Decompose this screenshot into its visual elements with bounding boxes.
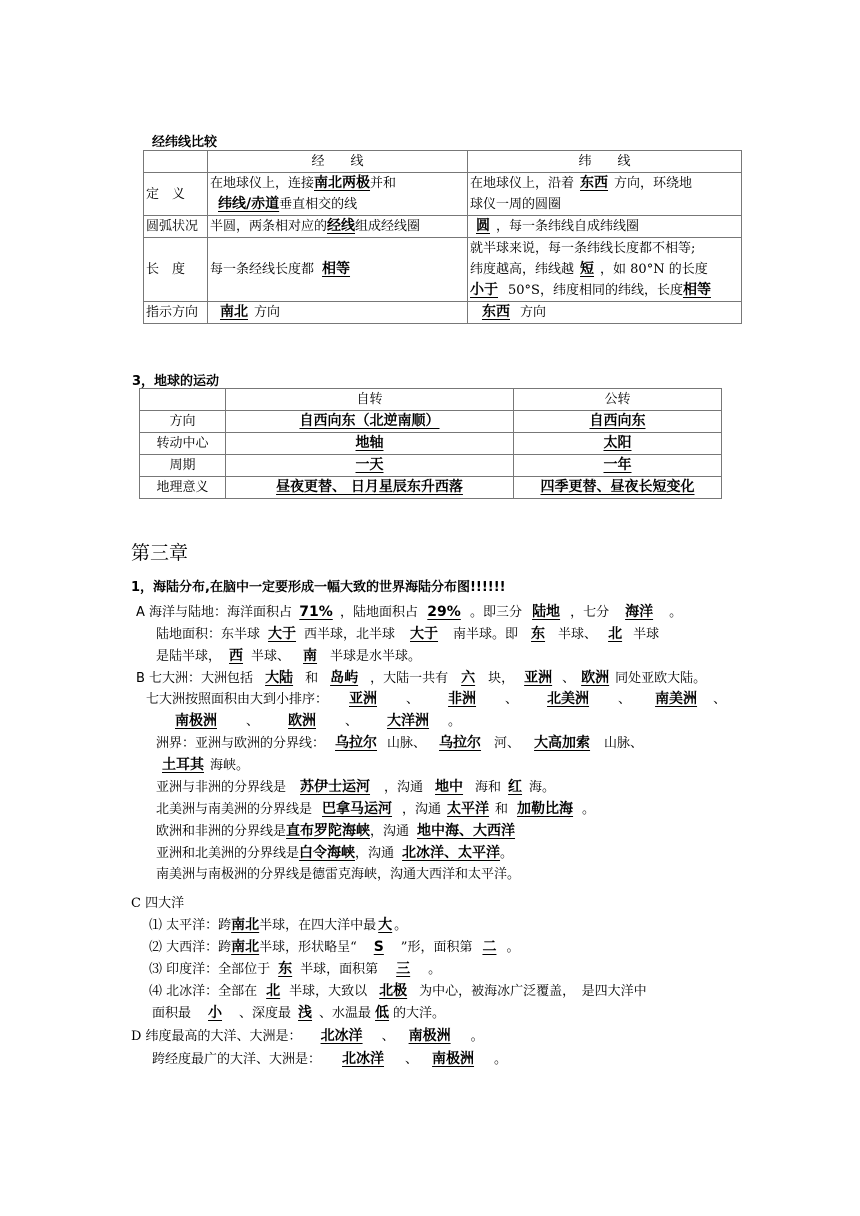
text: 组成经线圈 [355,219,421,234]
part-d-line2 [152,1048,507,1071]
text: 。 [500,846,514,861]
answer: 昼夜更替、 日月星辰东升西落 [276,479,463,495]
text: 、 [618,692,632,707]
wei-arc-cell [468,216,742,238]
wei-definition-cell [468,173,742,216]
answer: 南美洲 [655,691,698,707]
answer: 直布罗陀海峡 [286,823,371,839]
text: 半球，形状略呈“ [259,940,357,955]
answer: 东 [278,961,293,977]
text: 半球是水半球。 [330,649,422,664]
answer: 一年 [603,457,632,473]
text: B 七大洲：大洲包括 [136,671,254,686]
part-c-title: C 四大洋 [131,896,185,911]
answer: 纬线/赤道 [218,196,280,212]
answer: 北冰洋、太平洋 [402,845,501,861]
text: 球仪一周的圆圈 [470,197,562,212]
text: 。 [428,962,442,977]
answer: 地中海、大西洋 [417,823,516,839]
revolution-value [514,455,722,477]
answer: 北美洲 [547,691,590,707]
ocean-indian [149,958,441,981]
answer: 大洋洲 [387,713,430,729]
text: ，沟通 [355,846,395,861]
part-b-line8 [156,820,515,843]
answer: 低 [375,1005,390,1021]
answer: 陆地 [532,604,561,620]
answer: 相等 [322,261,351,277]
wei-direction-cell [468,302,742,324]
revolution-value [514,477,722,499]
chapter-heading: 第三章 [131,542,189,564]
text: 海峡。 [210,758,250,773]
text: 是陆半球， [156,649,222,664]
text: 方向 [520,305,547,320]
text: 西半球，北半球 [304,627,396,642]
text: 为中心，被海冰广泛覆盖， 是四大洋中 [419,984,647,999]
answer: 小 [208,1005,223,1021]
text: 半球，在四大洋中最 [259,918,377,933]
answer: 太平洋 [447,801,490,817]
part-b-line4 [156,732,643,755]
text: 同处亚欧大陆。 [615,671,707,686]
answer: 白令海峡 [299,845,356,861]
answer: 自西向东 [589,413,646,429]
answer: 经线 [327,218,356,234]
text: 。 [669,605,683,620]
answer: 一天 [355,457,384,473]
answer: 太阳 [603,435,632,451]
text: 方向，环绕地 [614,176,693,191]
answer: 三 [396,961,411,977]
header-rotation: 自转 [226,389,514,411]
text: ⑵ 大西洋：跨 [149,940,232,955]
text: 半球 [633,627,660,642]
text: 方向 [254,305,281,320]
answer: 北极 [379,983,408,999]
answer: 地轴 [355,435,384,451]
header-jingxian: 经 线 [208,151,468,173]
text: 块， [488,671,515,686]
text: 、 [381,1029,395,1044]
ocean-atlantic [149,936,519,959]
answer: 南北 [220,304,248,320]
section-title-earth-motion: 3，地球的运动 [132,374,220,389]
wei-length-cell [468,238,742,302]
part-b-line6 [156,776,555,799]
text: 。 [470,1029,484,1044]
text: 、水温最 [319,1006,372,1021]
text: 纬度越高，纬线越 [470,262,575,277]
text: 和 [305,671,319,686]
text: ，七分 [570,605,610,620]
answer: 浅 [298,1005,313,1021]
ocean-arctic-cont [152,1002,445,1025]
text: 、 [713,692,727,707]
text: ，沟通 [370,824,410,839]
part-d-line1 [131,1025,484,1048]
text: 面积最 [152,1006,192,1021]
text: 垂直相交的线 [279,197,358,212]
text: 半球、 [558,627,598,642]
revolution-value [514,411,722,433]
text: 。 [582,802,596,817]
text: 、 [562,671,576,686]
answer: 小于 [470,282,498,298]
answer: 乌拉尔 [335,735,378,751]
text: ⑷ 北冰洋：全部在 [149,984,258,999]
text: 在地球仪上，连接 [210,176,315,191]
answer: 大高加索 [534,735,591,751]
text: 。 [506,940,520,955]
answer: 北冰洋 [320,1028,363,1044]
section-title-land-sea: 1，海陆分布,在脑中一定要形成一幅大致的世界海陆分布图!!!!!! [131,580,506,595]
row-label: 转动中心 [140,433,226,455]
text: 半球、 [251,649,291,664]
text: 。 [448,714,462,729]
text: ，陆地面积占 [340,605,419,620]
answer: 圆 [476,218,490,234]
rotation-value [226,433,514,455]
text: 北美洲与南美洲的分界线是 [156,802,313,817]
text: 山脉、 [387,736,427,751]
row-label-length: 长 度 [144,238,208,302]
part-b-line10: 南美洲与南极洲的分界线是德雷克海峡，沟通大西洋和太平洋。 [156,867,521,882]
text: 并和 [370,176,397,191]
row-label-arc: 圆弧状况 [144,216,208,238]
answer: 六 [461,670,476,686]
answer: 29% [427,604,461,620]
answer: 南北两极 [314,175,371,191]
text: ”形，面积第 [400,940,473,955]
answer: 相等 [682,282,711,298]
jingwei-comparison-table [143,150,742,324]
answer: 南 [303,648,318,664]
answer: 二 [482,939,497,955]
answer: 南北 [231,939,260,955]
answer: 东西 [482,304,510,320]
answer: 苏伊士运河 [300,779,371,795]
text: 、 [406,692,420,707]
header-revolution: 公转 [514,389,722,411]
text: 每一条经线长度都 [210,262,315,277]
text: 就半球来说，每一条纬线长度都不相等; [470,241,696,256]
rotation-value [226,477,514,499]
answer: 北冰洋 [342,1051,385,1067]
answer: 岛屿 [330,670,359,686]
text: 的大洋。 [393,1006,446,1021]
text: 海和 [475,780,502,795]
row-label: 周期 [140,455,226,477]
jing-length-cell [208,238,468,302]
text: 。 [394,918,408,933]
answer: 大 [378,917,393,933]
part-b-line3 [156,710,461,733]
text: 。 [494,1052,508,1067]
answer: 非洲 [448,691,477,707]
part-a-line3 [156,645,421,668]
text: ，大陆一共有 [370,671,449,686]
answer: 东 [531,626,546,642]
answer: 北 [266,983,281,999]
text: 。即三分 [470,605,523,620]
text: 、 [405,1052,419,1067]
answer: 71% [299,604,333,620]
row-label: 地理意义 [140,477,226,499]
text: ⑴ 太平洋：跨 [149,918,232,933]
answer: 西 [229,648,244,664]
text: 半球，大致以 [289,984,368,999]
jing-direction-cell [208,302,468,324]
part-b-line2 [146,688,726,711]
text: 欧洲和非洲的分界线是 [156,824,287,839]
text: ，每一条纬线自成纬线圈 [496,219,640,234]
answer: 乌拉尔 [439,735,482,751]
text: 海。 [529,780,556,795]
text: 、 [246,714,260,729]
text: 、深度最 [239,1006,292,1021]
answer: 四季更替、昼夜长短变化 [540,479,695,495]
answer: 南极洲 [175,713,217,729]
answer: 加勒比海 [517,801,574,817]
row-label-definition: 定 义 [144,173,208,216]
jing-definition-cell [208,173,468,216]
text: ⑶ 印度洋：全部位于 [149,962,271,977]
answer: 南极洲 [432,1051,475,1067]
text: 亚洲和北美洲的分界线是 [156,846,300,861]
header-empty [144,151,208,173]
answer: 欧洲 [581,670,610,686]
answer: 大陆 [265,670,294,686]
answer: S [373,939,384,955]
answer: 北 [608,626,623,642]
answer: 大于 [268,626,297,642]
answer: 欧洲 [288,713,317,729]
text: 南半球。即 [453,627,519,642]
text: 河、 [494,736,521,751]
text: 七大洲按照面积由大到小排序： [146,692,329,707]
answer: 红 [508,779,523,795]
part-a-line1 [136,601,682,624]
answer: 海洋 [625,604,654,620]
part-a-line2 [156,623,659,646]
text: ，沟通 [384,780,424,795]
answer: 南北 [231,917,260,933]
answer: 巴拿马运河 [322,801,393,817]
ocean-arctic [149,980,647,1003]
part-b-line9 [156,842,513,865]
text: 山脉、 [604,736,644,751]
text: A 海洋与陆地：海洋面积占 [136,605,293,620]
answer: 土耳其 [162,757,204,773]
text: ，沟通 [402,802,442,817]
text: ，如 80°N 的长度 [600,262,708,277]
section-title-jingwei: 经纬线比较 [152,135,218,150]
answer: 大于 [410,626,439,642]
revolution-value [514,433,722,455]
text: 、 [505,692,519,707]
text: 跨经度最广的大洋、大洲是： [152,1052,322,1067]
rotation-value [226,455,514,477]
answer: 南极洲 [408,1028,451,1044]
text: 50°S，纬度相同的纬线，长度 [508,283,683,298]
part-b-line1 [136,667,706,690]
header-weixian: 纬 线 [468,151,742,173]
part-b-line5 [156,754,249,777]
text: D 纬度最高的大洋、大洲是： [131,1029,302,1044]
earth-motion-table [139,388,722,499]
text: 洲界：亚洲与欧洲的分界线： [156,736,326,751]
text: 、 [345,714,359,729]
answer: 亚洲 [349,691,378,707]
text: 半圆，两条相对应的 [210,219,328,234]
text: 亚洲与非洲的分界线是 [156,780,287,795]
answer: 东西 [580,175,609,191]
ocean-pacific [149,914,407,937]
rotation-value [226,411,514,433]
header-empty [140,389,226,411]
answer: 自西向东（北逆南顺） [299,413,440,429]
text: 在地球仪上，沿着 [470,176,575,191]
row-label: 方向 [140,411,226,433]
answer: 地中 [435,779,464,795]
answer: 短 [580,261,595,277]
part-b-line7 [156,798,595,821]
text: 半球，面积第 [300,962,379,977]
text: 和 [495,802,509,817]
row-label-direction: 指示方向 [144,302,208,324]
text: 陆地面积：东半球 [156,627,261,642]
answer: 亚洲 [524,670,553,686]
jing-arc-cell [208,216,468,238]
